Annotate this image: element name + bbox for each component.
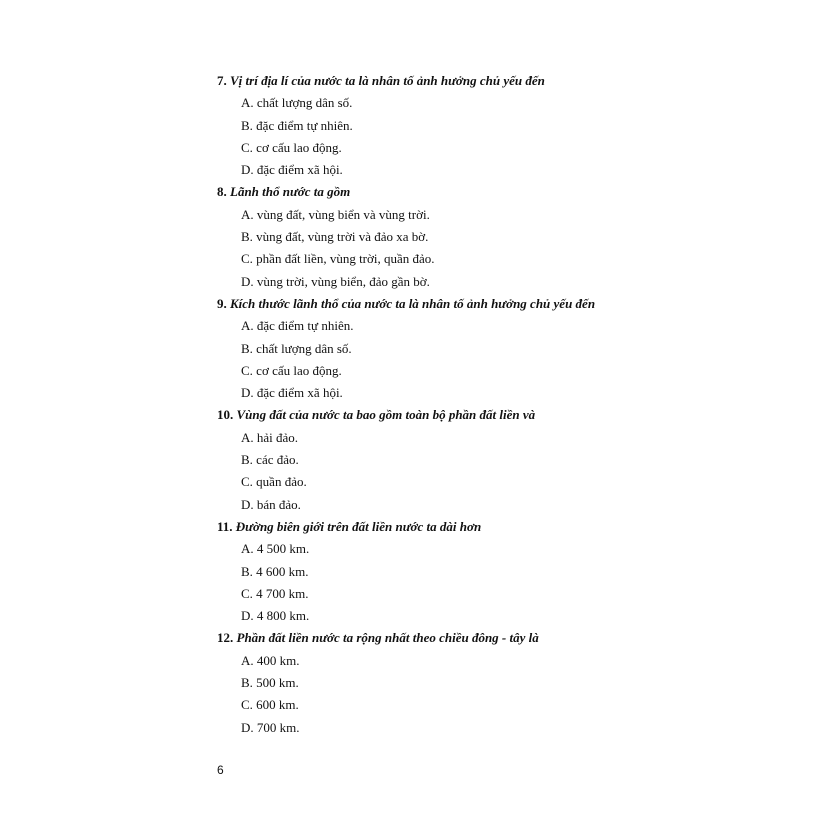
question-stem-line <box>217 627 817 649</box>
question-stem-line <box>217 516 817 538</box>
question-number: 8. <box>217 184 227 200</box>
answer-option-b: B. 500 km. <box>241 675 299 691</box>
question-stem: Kích thước lãnh thổ của nước ta là nhân tố ảnh hưởng chủ yếu đến <box>230 295 596 311</box>
question-stem: Vùng đất của nước ta bao gồm toàn bộ phần đất liền và <box>236 407 536 423</box>
question-number: 7. <box>217 73 227 88</box>
answer-option-d: D. bán đảo. <box>241 496 301 512</box>
question-8 <box>217 181 817 292</box>
question-11 <box>217 516 817 627</box>
question-7 <box>217 70 817 181</box>
question-list <box>217 70 817 739</box>
answer-option-c: C. cơ cấu lao động. <box>241 139 342 155</box>
answer-option-d: D. 700 km. <box>241 719 300 735</box>
answer-option-c: C. cơ cấu lao động. <box>241 362 342 378</box>
answer-option-a: A. đặc điểm tự nhiên. <box>241 318 354 334</box>
answer-option-b: B. chất lượng dân số. <box>241 340 352 356</box>
question-stem: Lãnh thổ nước ta gồm <box>230 184 351 200</box>
answer-option-b: B. các đảo. <box>241 452 299 468</box>
answer-option-a: A. vùng đất, vùng biển và vùng trời. <box>241 206 430 222</box>
answer-option-d: D. vùng trời, vùng biển, đảo gần bờ. <box>241 273 430 289</box>
answer-option-c: C. quần đảo. <box>241 474 307 490</box>
question-stem: Đường biên giới trên đất liền nước ta dài hơn <box>235 518 482 534</box>
page-number: 6 <box>217 763 224 777</box>
answer-option-c: C. 600 km. <box>241 697 299 713</box>
answer-option-d: D. 4 800 km. <box>241 608 310 624</box>
question-number: 12. <box>217 630 234 646</box>
question-number: 9. <box>217 295 227 311</box>
question-number: 10. <box>217 407 234 423</box>
answer-option-c: C. 4 700 km. <box>241 585 309 601</box>
question-9 <box>217 293 817 404</box>
answer-option-d: D. đặc điểm xã hội. <box>241 162 343 178</box>
question-number: 11. <box>217 518 233 534</box>
answer-option-b: B. vùng đất, vùng trời và đảo xa bờ. <box>241 229 429 245</box>
question-stem-line <box>217 181 817 203</box>
question-12 <box>217 627 817 738</box>
answer-option-c: C. phần đất liền, vùng trời, quần đảo. <box>241 251 435 267</box>
question-stem-line <box>217 70 817 92</box>
question-stem-line <box>217 404 817 426</box>
question-stem-line <box>217 293 817 315</box>
answer-option-a: A. 400 km. <box>241 652 300 668</box>
answer-option-b: B. 4 600 km. <box>241 563 309 579</box>
answer-option-b: B. đặc điểm tự nhiên. <box>241 117 353 133</box>
question-10 <box>217 404 817 515</box>
question-stem: Phần đất liền nước ta rộng nhất theo chiều đông - tây là <box>236 630 539 646</box>
answer-option-a: A. chất lượng dân số. <box>241 95 353 111</box>
answer-option-a: A. hải đảo. <box>241 429 299 445</box>
question-stem: Vị trí địa lí của nước ta là nhân tố ảnh hưởng chủ yếu đến <box>230 73 545 88</box>
answer-option-d: D. đặc điểm xã hội. <box>241 385 343 401</box>
answer-option-a: A. 4 500 km. <box>241 541 310 557</box>
